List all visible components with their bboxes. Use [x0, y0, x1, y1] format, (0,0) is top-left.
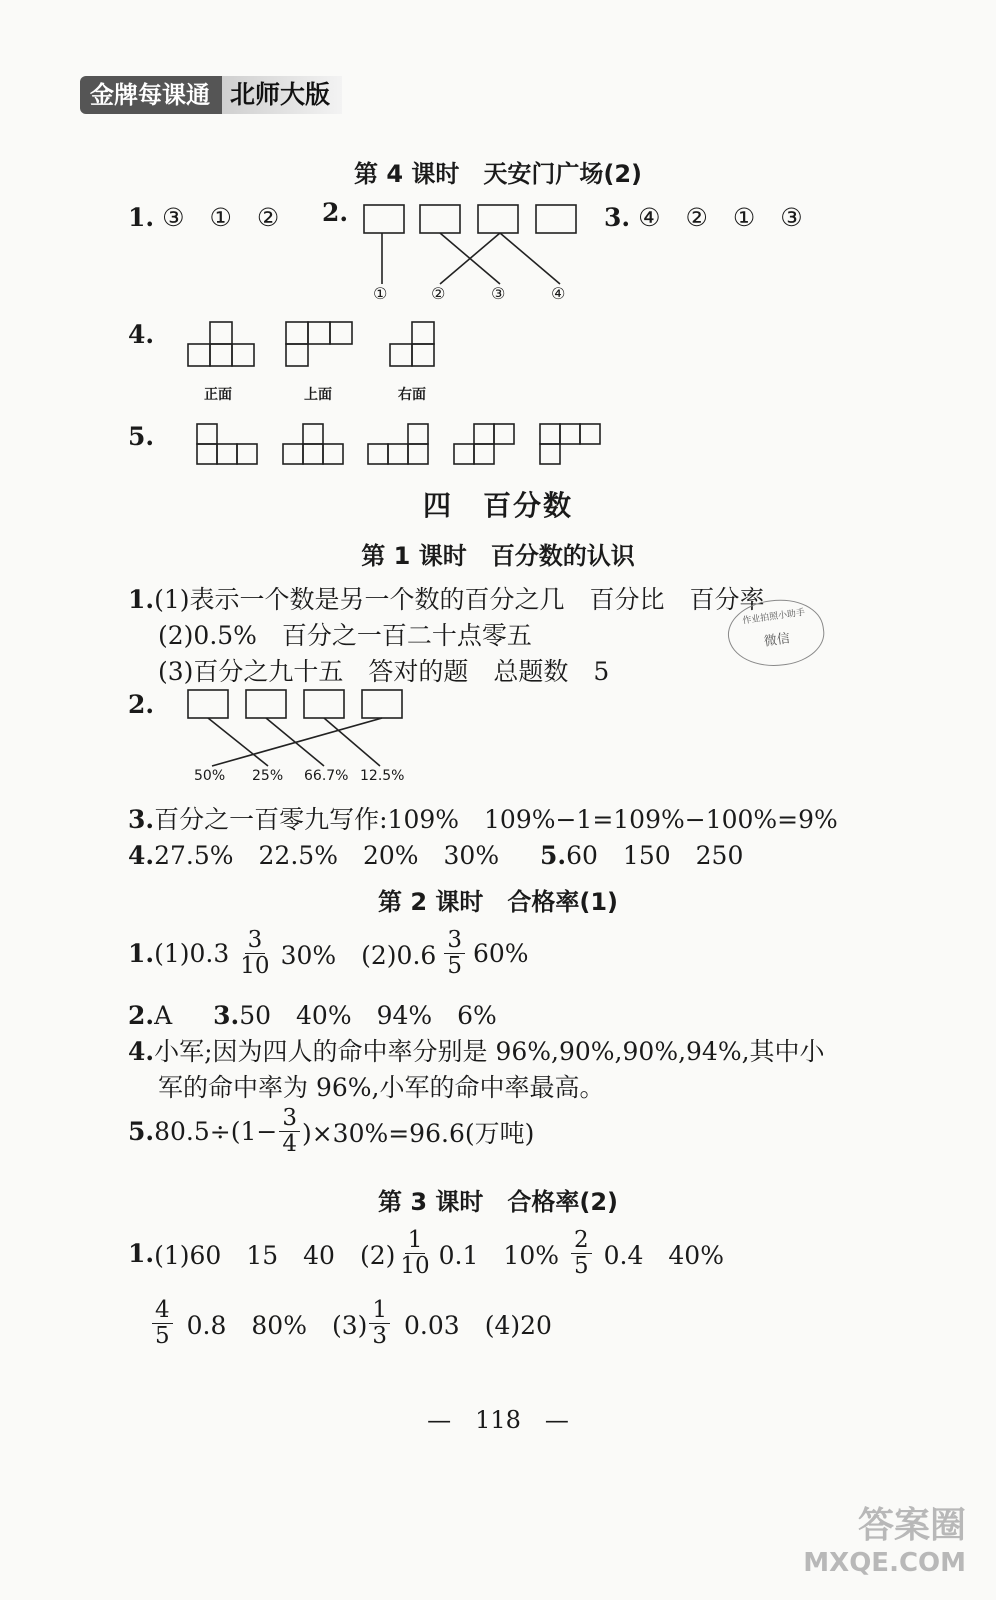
percent-label-4: 12.5% [360, 768, 405, 784]
fraction-3-4: $\frac{3}{4}$ [279, 1106, 300, 1158]
chapter-title: 四 百分数 [422, 489, 573, 522]
fraction-1-3: $\frac{1}{3}$ [369, 1298, 390, 1350]
match-box-3 [478, 205, 518, 233]
match-line-4 [500, 233, 560, 284]
q2-number: 2. [322, 198, 349, 227]
lesson-title-pass-rate-1: 第 2 课时 合格率(1) [377, 888, 619, 916]
percent-label-3: 66.7% [304, 768, 349, 784]
q5-number: 5. [128, 422, 155, 451]
q1-answer: 1. ③ ① ② [128, 203, 280, 232]
lesson-title-pass-rate-2: 第 3 课时 合格率(2) [377, 1188, 619, 1216]
lesson-title-tiananmen: 第 4 课时 天安门广场(2) [353, 160, 643, 188]
percent-box-3 [304, 690, 344, 718]
match-label-3: ③ [491, 284, 506, 303]
match-label-1: ① [373, 284, 388, 303]
fraction-2-5: $\frac{2}{5}$ [571, 1228, 592, 1280]
percent-label-1: 50% [194, 768, 226, 784]
match-box-4 [536, 205, 576, 233]
lesson-title-percent: 第 1 课时 百分数的认识 [361, 542, 635, 570]
view-right-label: 右面 [398, 387, 426, 403]
percent-line-3 [324, 718, 380, 766]
l3-q1-line1: 1. (1)60 15 40 (2) $\frac{1}{10}$ 0.1 10% $\frac{2}{5}$ 0.4 40% [128, 1227, 724, 1280]
page-number: — 118 — [427, 1406, 569, 1434]
l2-q2-q3: 2.A 3.50 40% 94% 6% [128, 1001, 497, 1030]
brand-label: 金牌每课通 [80, 76, 222, 114]
fraction-3-10: $\frac{3}{10}$ [240, 927, 270, 980]
percent-box-2 [246, 690, 286, 718]
fraction-4-5: $\frac{4}{5}$ [152, 1298, 173, 1350]
match-box-1 [364, 205, 404, 233]
percent-label-2: 25% [252, 768, 284, 784]
fraction-3-5: $\frac{3}{5}$ [444, 928, 465, 980]
l2-q5: 5. 80.5÷(1− $\frac{3}{4}$ )×30%=96.6(万吨) [128, 1105, 535, 1158]
q4-number: 4. [128, 320, 155, 349]
match-label-2: ② [431, 284, 446, 303]
percent-box-1 [188, 690, 228, 718]
view-top-label: 上面 [304, 387, 332, 403]
l2-q4-line2: 军的命中率为 96%,小军的命中率最高。 [158, 1073, 605, 1102]
fraction-1-10: $\frac{1}{10}$ [400, 1227, 430, 1280]
l2-q4-line1: 4.小军;因为四人的命中率分别是 96%,90%,90%,94%,其中小 [128, 1037, 825, 1066]
l1-q1-line3: (3)百分之九十五 答对的题 总题数 5 [158, 657, 610, 686]
l1-q1-line1: 1.(1)表示一个数是另一个数的百分之几 百分比 百分率 [128, 585, 765, 614]
q3-answer: 3. ④ ② ① ③ [604, 203, 803, 232]
l3-q1-line2: $\frac{4}{5}$ 0.8 80% (3) $\frac{1}{3}$ 0.03 (4)20 [152, 1298, 552, 1350]
l1-q3: 3.百分之一百零九写作:109% 109%−1=109%−100%=9% [128, 805, 838, 834]
homework-stamp: 作业拍照小助手 微信 [724, 594, 828, 673]
edition-label: 北师大版 [222, 76, 342, 114]
match-box-2 [420, 205, 460, 233]
l2-q1: 1. (1)0.3 $\frac{3}{10}$ 30% (2)0.6 $\frac{3}{5}$ 60% [128, 927, 529, 980]
percent-box-4 [362, 690, 402, 718]
l1-q1-line2: (2)0.5% 百分之一百二十点零五 [158, 621, 532, 650]
view-front-label: 正面 [204, 387, 232, 403]
l1-q4-q5: 4.27.5% 22.5% 20% 30% 5.60 150 250 [128, 841, 744, 870]
match-label-4: ④ [551, 284, 566, 303]
watermark: 答案圈 MXQE.COM [803, 1505, 966, 1578]
l1-q2-number: 2. [128, 690, 155, 719]
